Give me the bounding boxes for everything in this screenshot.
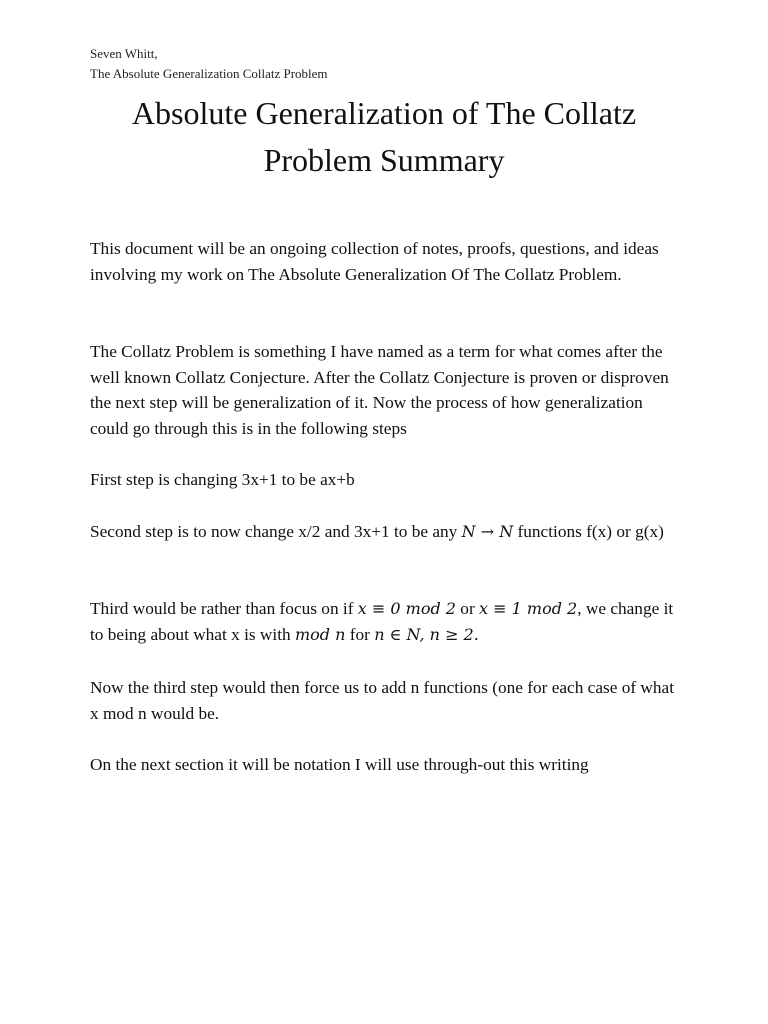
- third-step-text-3: , we change it to being about what x is with: [90, 599, 674, 644]
- page-title: [60, 90, 708, 184]
- math-x-congruent-0: x ≡ 0 mod 2: [357, 599, 456, 618]
- paragraph-collatz-problem: The Collatz Problem is something I have named as a term for what comes after the well known Collatz Conjecture. After the Collatz Conjecture is proven or disproven the next step will be generalization of it. Now the process of how generalization could go through this is in the following steps: [90, 342, 669, 438]
- title-line-2: Problem Summary: [263, 142, 505, 178]
- document-header: [90, 44, 328, 84]
- paragraph-second-step: [90, 519, 680, 545]
- math-x-congruent-1: x ≡ 1 mod 2: [479, 599, 578, 618]
- second-step-text-pre: Second step is to now change x/2 and 3x+1 to be any: [90, 522, 462, 541]
- title-line-1: Absolute Generalization of The Collatz: [131, 95, 637, 131]
- paragraph-third-step: [90, 596, 680, 647]
- author-name: Seven Whitt,: [90, 46, 158, 61]
- paragraph-n-functions: Now the third step would then force us to add n functions (one for each case of what x mod n would be.: [90, 678, 675, 723]
- math-mod-n: mod n: [294, 624, 346, 644]
- third-step-text-2: or: [455, 599, 480, 618]
- math-n-to-n: N → N: [461, 522, 514, 541]
- third-step-text-1: Third would be rather than focus on if: [90, 599, 358, 618]
- third-step-text-4: for: [345, 624, 375, 644]
- paragraph-intro: This document will be an ongoing collection of notes, proofs, questions, and ideas involving my work on The Absolute Generalization Of The Collatz Problem.: [90, 239, 659, 284]
- paragraph-next-section: On the next section it will be notation I will use through-out this writing: [90, 755, 589, 774]
- header-doc-title: The Absolute Generalization Collatz Problem: [90, 66, 328, 81]
- second-step-text-post: functions f(x) or g(x): [513, 522, 664, 541]
- paragraph-first-step: First step is changing 3x+1 to be ax+b: [90, 470, 355, 489]
- math-n-condition: n ∈ N, n ≥ 2.: [374, 624, 479, 644]
